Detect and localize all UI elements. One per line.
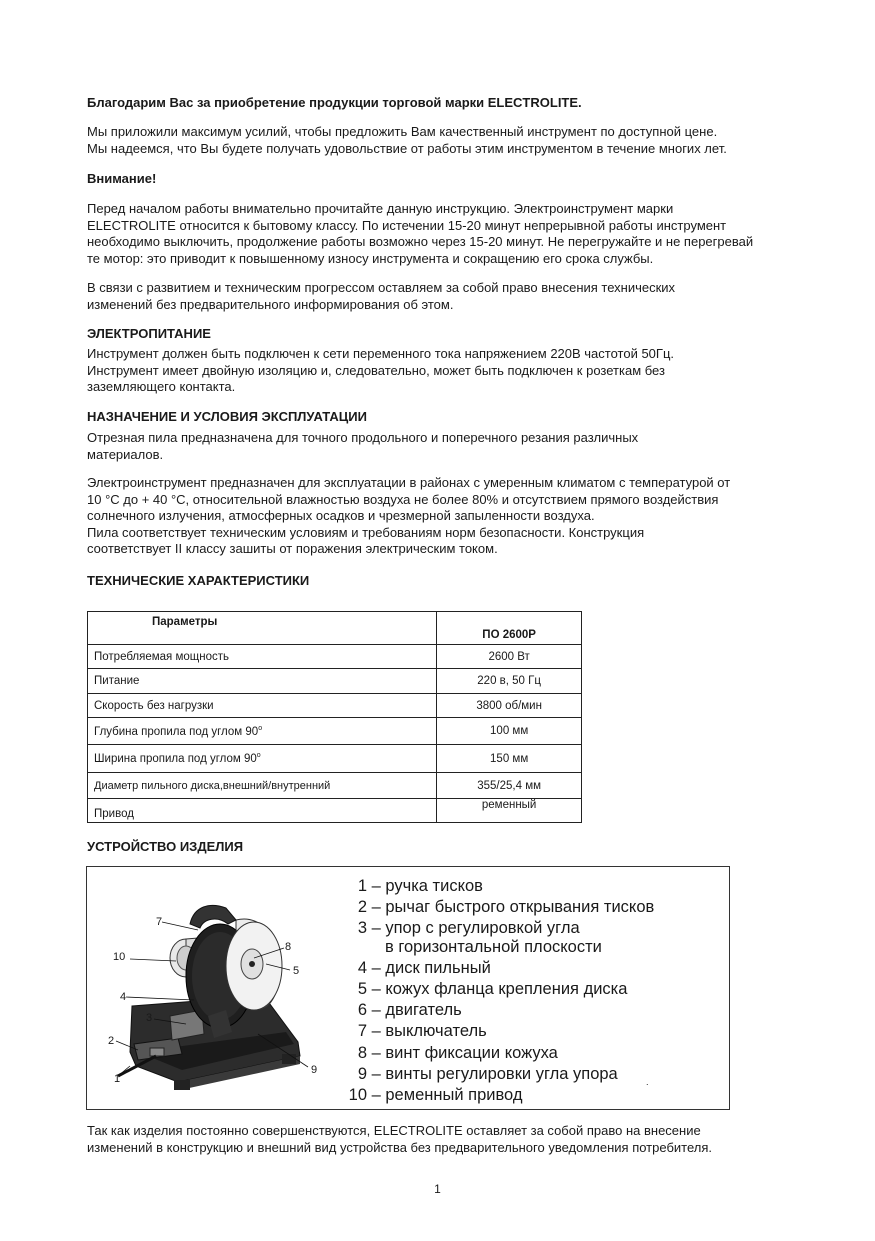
footer-paragraph	[87, 1123, 827, 1156]
item-label: двигатель	[385, 1001, 462, 1020]
value-cell: 355/25,4 мм	[437, 773, 582, 799]
changes-paragraph	[87, 280, 827, 313]
warning-paragraph	[87, 201, 827, 267]
page-number: 1	[434, 1182, 441, 1196]
text-line: заземляющего контакта.	[87, 379, 236, 394]
item-dash: –	[371, 919, 381, 938]
value-cell: 150 мм	[437, 745, 582, 773]
attention-heading: Внимание!	[87, 171, 157, 186]
param-text: Ширина пропила под углом 90	[94, 752, 257, 765]
specs-table	[87, 611, 582, 823]
callout-9: 9	[311, 1064, 318, 1076]
text-line: солнечного излучения, атмосферных осадков и чрезмерной запыленности воздуха.	[87, 508, 595, 523]
item-label: упор с регулировкой угла	[385, 919, 580, 938]
item-label: выключатель	[385, 1022, 487, 1041]
table-row	[88, 694, 582, 718]
thanks-heading: Благодарим Вас за приобретение продукции торговой марки ELECTROLITE.	[87, 95, 582, 110]
item-label: ременный привод	[385, 1086, 523, 1105]
power-paragraph	[87, 346, 827, 396]
item-number: 1	[357, 877, 367, 895]
text-line: Мы надеемся, что Вы будете получать удовольствие от работы этим инструментом в течение многих лет.	[87, 140, 727, 156]
callout-5: 5	[293, 965, 300, 977]
callout-7: 7	[156, 916, 163, 928]
value-cell: 3800 об/мин	[437, 694, 582, 718]
degree-mark: о	[256, 752, 261, 760]
intro-paragraph	[87, 124, 827, 157]
table-row	[88, 773, 582, 799]
model-suffix: Р	[528, 629, 536, 641]
item-label: винт фиксации кожуха	[385, 1043, 558, 1062]
item-number: 6	[357, 1001, 367, 1020]
stray-dot: .	[646, 1077, 649, 1087]
text-line: материалов.	[87, 446, 164, 462]
list-item	[345, 1043, 654, 1064]
model-name: ПО 2600	[482, 629, 529, 641]
param-cell: Питание	[88, 669, 437, 694]
param-text: Глубина пропила под углом 90	[94, 725, 259, 738]
list-item	[345, 876, 654, 897]
text-line: В связи с развитием и техническим прогрессом оставляем за собой право внесения технических	[87, 280, 676, 295]
item-number: 2	[357, 898, 367, 917]
list-item-continuation	[345, 937, 654, 958]
param-cell: Скорость без нагрузки	[88, 694, 437, 718]
item-label: рычаг быстрого открывания тисков	[385, 898, 655, 917]
text-line: Пила соответствует техническим условиям и требованиям норм безопасности. Конструкция	[87, 524, 645, 540]
text-line: Мы приложили максимум усилий, чтобы предложить Вам качественный инструмент по доступной цене.	[87, 124, 718, 139]
callout-4: 4	[120, 991, 127, 1003]
text-line: ELECTROLITE относится к бытовому классу. По истечении 15-20 минут непрерывной работы инструмент	[87, 217, 727, 233]
text-line: Инструмент имеет двойную изоляцию и, следовательно, может быть подключен к розеткам без	[87, 362, 665, 378]
text-line: необходимо выключить, продолжение работы возможно через 15-20 минут. Не перегружайте и не перегревай	[87, 234, 754, 249]
item-dash: –	[371, 958, 381, 977]
text-line: Электроинструмент предназначен для эксплуатации в районах с умеренным климатом с температурой от	[87, 475, 731, 490]
purpose-paragraph	[87, 430, 827, 463]
param-cell	[88, 718, 437, 745]
table-header-row	[88, 612, 582, 645]
item-number: 9	[357, 1064, 367, 1083]
item-dash: –	[371, 1043, 381, 1062]
param-cell: Привод	[88, 799, 437, 823]
header-model	[437, 612, 582, 645]
item-number: 3	[357, 919, 367, 938]
list-item	[345, 1064, 654, 1085]
text-line: 10 °С до + 40 °С, относительной влажностью воздуха не более 80% и отсутствием прямого воздействия	[87, 491, 719, 507]
text-line: Так как изделия постоянно совершенствуются, ELECTROLITE оставляет за собой право на внесение	[87, 1123, 701, 1138]
item-number: 4	[357, 958, 367, 977]
param-cell: Диаметр пильного диска,внешний/внутренний	[88, 773, 437, 799]
value-cell: 220 в, 50 Гц	[437, 669, 582, 694]
callout-3: 3	[146, 1012, 153, 1024]
value-cell: 2600 Вт	[437, 645, 582, 669]
list-item	[345, 979, 654, 1000]
table-row	[88, 745, 582, 773]
value-cell: 100 мм	[437, 718, 582, 745]
item-dash: –	[371, 877, 381, 895]
text-line: те мотор: это приводит к повышенному износу инструмента и сокращению его срока службы.	[87, 250, 654, 266]
param-cell: Потребляемая мощность	[88, 645, 437, 669]
text-line: изменений в конструкцию и внешний вид устройства без предварительного уведомления потребителя.	[87, 1139, 712, 1155]
item-dash: –	[371, 1064, 381, 1083]
text-line: соответствует II классу зашиты от поражения электрическим током.	[87, 541, 498, 556]
list-item	[345, 958, 654, 979]
callout-10: 10	[113, 951, 126, 963]
table-row	[88, 669, 582, 694]
item-label: ручка тисков	[385, 877, 483, 895]
list-item	[345, 1085, 654, 1106]
degree-mark: о	[258, 724, 263, 732]
text-line: Перед началом работы внимательно прочитайте данную инструкцию. Электроинструмент марки	[87, 201, 674, 216]
callout-2: 2	[108, 1035, 115, 1047]
device-heading: УСТРОЙСТВО ИЗДЕЛИЯ	[87, 839, 244, 854]
specs-heading: ТЕХНИЧЕСКИЕ ХАРАКТЕРИСТИКИ	[87, 573, 310, 588]
header-param: Параметры	[88, 612, 437, 645]
text-line: Инструмент должен быть подключен к сети переменного тока напряжением 220В частотой 50Гц.	[87, 346, 675, 361]
text-line: изменений без предварительного информирования об этом.	[87, 296, 454, 312]
value-cell: ременный	[437, 799, 582, 823]
list-item	[345, 1021, 654, 1042]
callout-8: 8	[285, 941, 292, 953]
item-number: 10	[348, 1086, 367, 1105]
item-number: 7	[357, 1022, 367, 1041]
item-label: в горизонтальной плоскости	[385, 937, 602, 956]
text-line: Отрезная пила предназначена для точного продольного и поперечного резания различных	[87, 430, 639, 445]
table-row	[88, 799, 582, 823]
item-dash: –	[371, 1086, 381, 1105]
item-number: 8	[357, 1043, 367, 1062]
callout-1: 1	[114, 1073, 121, 1085]
item-dash: –	[371, 1001, 381, 1020]
climate-paragraph	[87, 475, 827, 558]
list-item	[345, 897, 654, 918]
item-number: 5	[357, 980, 367, 999]
item-dash: –	[371, 1022, 381, 1041]
item-dash: –	[371, 898, 381, 917]
item-label: диск пильный	[385, 958, 491, 977]
item-dash: –	[371, 980, 381, 999]
power-heading: ЭЛЕКТРОПИТАНИЕ	[87, 326, 211, 341]
cutoff-saw-illustration	[86, 866, 336, 1110]
list-item	[345, 1000, 654, 1021]
item-label: кожух фланца крепления диска	[385, 980, 628, 999]
purpose-heading: НАЗНАЧЕНИЕ И УСЛОВИЯ ЭКСПЛУАТАЦИИ	[87, 409, 367, 424]
param-cell	[88, 745, 437, 773]
item-label: винты регулировки угла упора	[385, 1064, 618, 1083]
device-parts-list	[345, 876, 654, 1106]
table-row	[88, 718, 582, 745]
table-row	[88, 645, 582, 669]
